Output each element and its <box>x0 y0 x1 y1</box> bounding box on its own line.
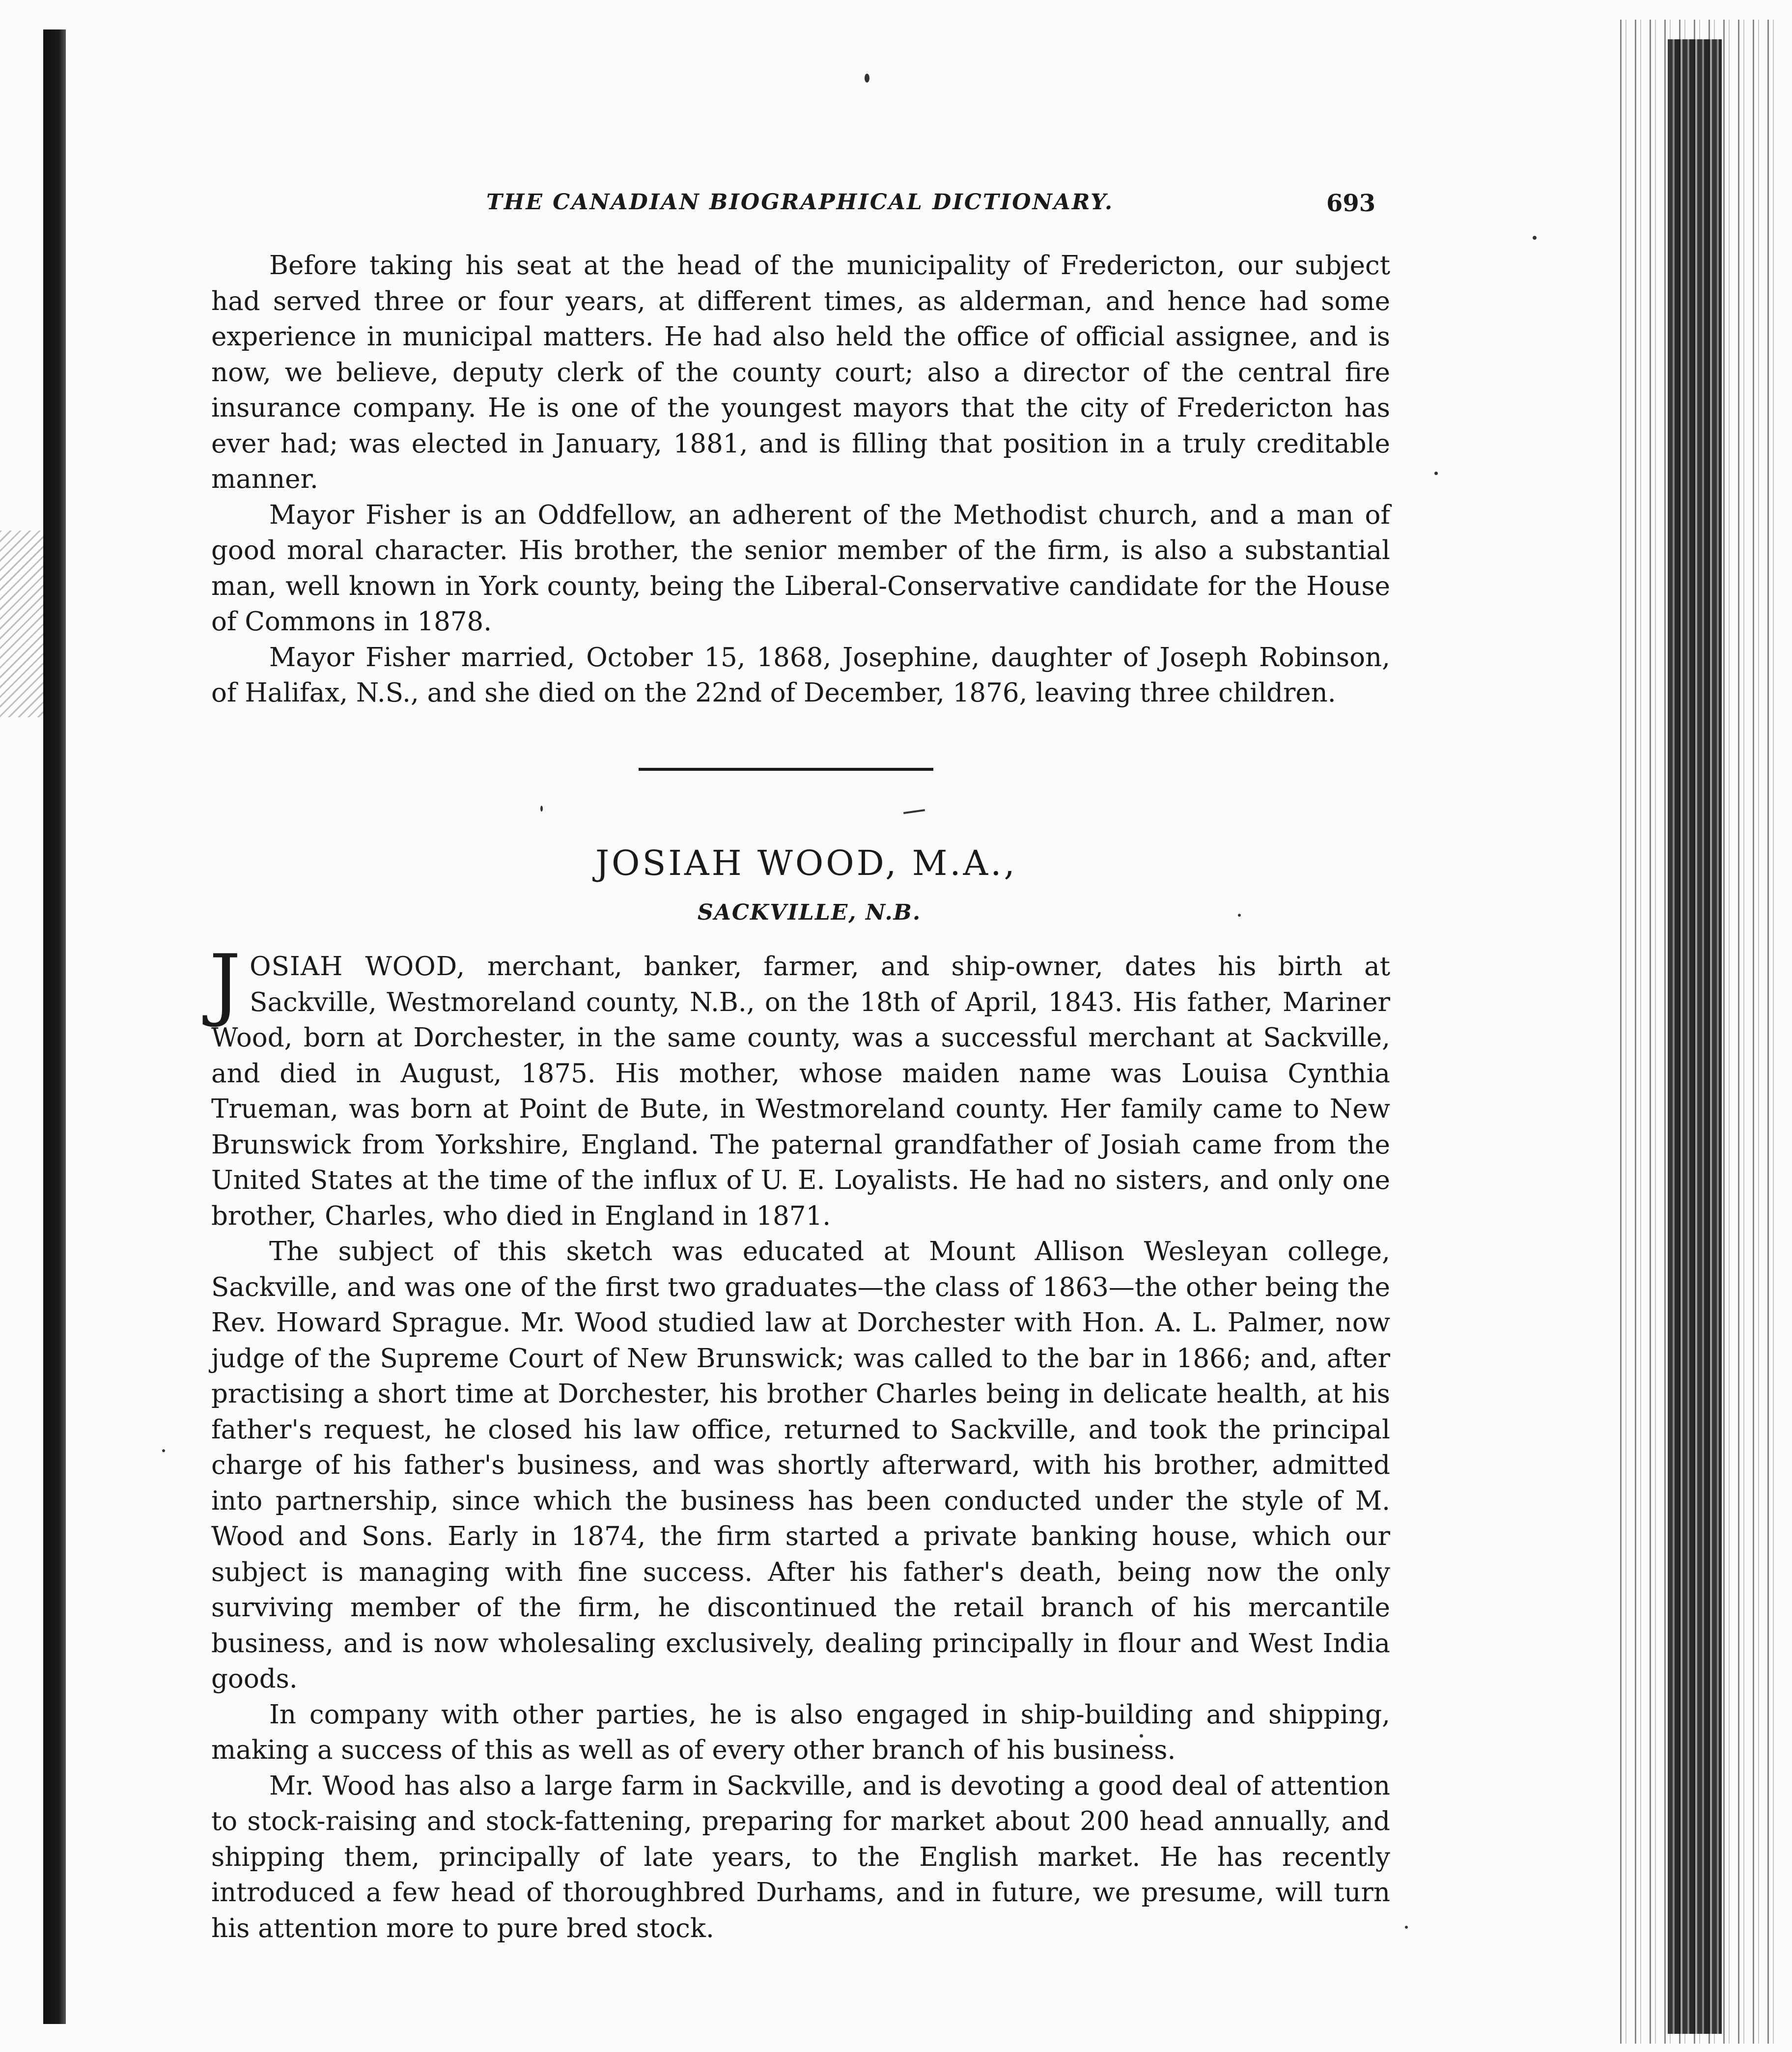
fisher-section <box>211 248 1390 711</box>
scan-speck <box>1238 914 1241 917</box>
scan-speck <box>1434 472 1438 475</box>
body-paragraph: Before taking his seat at the head of the municipality of Fredericton, our subject had served three or four years, at different times, as alderman, and hence had some experience in municipal matters. He had also held the office of official assignee, and is now, we believe, deputy clerk of the county court; also a director of the central fire insurance company. He is one of the youngest mayors that the city of Fredericton has ever had; was elected in January, 1881, and is filling that position in a truly creditable manner. <box>211 251 1390 494</box>
section-divider <box>639 768 933 771</box>
opening-name: OSIAH WOOD, <box>250 952 488 982</box>
page-edge-dark <box>1668 39 1722 2034</box>
opening-text: merchant, banker, farmer, and ship-owner, dates his birth at Sackville, Westmoreland county, N.B., on the 18th of April, 1843. His father, Mariner Wood, born at Dorchester, in the same county, was a successful merchant at Sackville, and died in August, 1875. His mother, whose maiden name was Louisa Cynthia Trueman, was born at Point de Bute, in Westmoreland county. Her family came to New Brunswick from Yorkshire, England. The paternal grandfather of Josiah came from the United States at the time of the influx of U. E. Loyalists. He had no sisters, and only one brother, Charles, who died in England in 1871. <box>211 952 1390 1231</box>
binding-edge-texture <box>0 531 44 717</box>
body-paragraph: In company with other parties, he is also engaged in ship-building and shipping, making a success of this as well as of every other branch of his business. <box>211 1699 1390 1765</box>
body-paragraph: Mr. Wood has also a large farm in Sackville, and is devoting a good deal of attention to stock-raising and stock-fattening, preparing for market about 200 head annually, and shipping them, principally of late years, to the English market. He has recently introduced a few head of thoroughbred Durhams, and in future, we presume, will turn his attention more to pure bred stock. <box>211 1771 1390 1943</box>
body-paragraph: The subject of this sketch was educated at Mount Allison Wesleyan college, Sackville, and was one of the first two graduates—the class of 1863—the other being the Rev. Howard Sprague. Mr. Wood studied law at Dorchester with Hon. A. L. Palmer, now judge of the Supreme Court of New Brunswick; was called to the bar in 1866; and, after practising a short time at Dorchester, his brother Charles being in delicate health, at his father's request, he closed his law office, returned to Sackville, and took the principal charge of his father's business, and was shortly afterward, with his brother, admitted into partnership, since which the business has been conducted under the style of M. Wood and Sons. Early in 1874, the firm started a private banking house, which our subject is managing with fine success. After his father's death, being now the only surviving member of the firm, he discontinued the retail branch of his mercantile business, and is now wholesaling exclusively, dealing principally in flour and West India goods. <box>211 1237 1390 1694</box>
opening-paragraph <box>209 937 1390 1234</box>
body-paragraph: Mayor Fisher married, October 15, 1868, Josephine, daughter of Joseph Robinson, of Halifax, N.S., and she died on the 22nd of December, 1876, leaving three children. <box>211 642 1390 708</box>
scan-speck <box>1533 236 1537 240</box>
scan-speck <box>162 1449 165 1452</box>
wood-section <box>209 937 1390 1946</box>
scan-speck <box>540 806 543 812</box>
ornament-mark <box>903 809 926 821</box>
page-number: 693 <box>1326 190 1376 217</box>
running-head: THE CANADIAN BIOGRAPHICAL DICTIONARY. <box>486 190 1114 215</box>
scan-speck <box>865 74 869 83</box>
drop-cap: J <box>209 937 241 1029</box>
body-paragraph: Mayor Fisher is an Oddfellow, an adherent of the Methodist church, and a man of good moral character. His brother, the senior member of the firm, is also a substantial man, well known in York county, being the Liberal-Conservative candidate for the House of Commons in 1878. <box>211 500 1390 637</box>
scan-speck <box>1405 1926 1408 1929</box>
binding-shadow <box>43 29 66 2024</box>
biography-location: SACKVILLE, N.B. <box>698 900 922 925</box>
biography-title: JOSIAH WOOD, M.A., <box>595 843 1017 883</box>
